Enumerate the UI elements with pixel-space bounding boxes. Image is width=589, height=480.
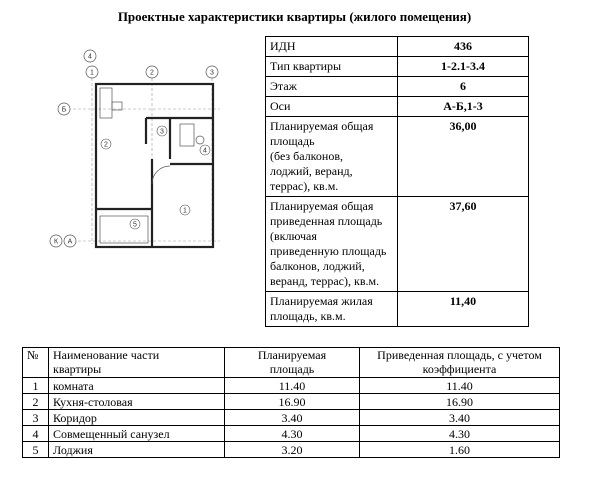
spec-label: Планируемая общая площадь (без балконов, лоджий, веранд, террас), кв.м.	[266, 117, 398, 197]
spec-row	[266, 97, 529, 117]
axis-label: Б	[61, 106, 67, 114]
spec-label: Этаж	[266, 77, 398, 97]
spec-row	[266, 77, 529, 97]
rooms-header	[23, 348, 560, 378]
spec-value: 37,60	[398, 197, 529, 292]
cell-area: 3.20	[225, 442, 360, 458]
spec-row	[266, 197, 529, 292]
cell-name: Лоджия	[49, 442, 225, 458]
spec-row	[266, 117, 529, 197]
axis-label: А	[67, 238, 73, 246]
spec-label: ИДН	[266, 37, 398, 57]
spec-label: Тип квартиры	[266, 57, 398, 77]
cell-num: 3	[23, 410, 49, 426]
cell-area: 4.30	[225, 426, 360, 442]
cell-reduced: 3.40	[360, 410, 560, 426]
cell-reduced: 16.90	[360, 394, 560, 410]
axis-label: 2	[150, 69, 154, 77]
room-number: 4	[203, 147, 207, 155]
table-row	[23, 426, 560, 442]
room-number: 5	[133, 221, 137, 229]
header-area: Планируемая площадь	[225, 348, 360, 378]
cell-area: 11.40	[225, 378, 360, 394]
spec-label: Планируемая общая приведенная площадь (включая приведенную площадь балконов, лоджий, веранд, террас), кв.м.	[266, 197, 398, 292]
cell-name: Коридор	[49, 410, 225, 426]
floor-plan	[40, 44, 260, 259]
table-row	[23, 410, 560, 426]
room-number: 1	[183, 207, 187, 215]
cell-name: Совмещенный санузел	[49, 426, 225, 442]
spec-row	[266, 37, 529, 57]
spec-row	[266, 292, 529, 327]
header-reduced: Приведенная площадь, с учетом коэффициента	[360, 348, 560, 378]
spec-value: А-Б,1-3	[398, 97, 529, 117]
spec-label: Оси	[266, 97, 398, 117]
cell-num: 2	[23, 394, 49, 410]
spec-value: 436	[398, 37, 529, 57]
room-number: 2	[104, 141, 108, 149]
cell-name: комната	[49, 378, 225, 394]
cell-num: 1	[23, 378, 49, 394]
axis-label: 4	[88, 53, 92, 61]
rooms-table	[22, 347, 560, 458]
spec-value: 1-2.1-3.4	[398, 57, 529, 77]
spec-value: 36,00	[398, 117, 529, 197]
table-row	[23, 394, 560, 410]
cell-reduced: 4.30	[360, 426, 560, 442]
cell-area: 16.90	[225, 394, 360, 410]
specs-table	[265, 36, 529, 327]
cell-reduced: 11.40	[360, 378, 560, 394]
axis-label: 3	[210, 69, 214, 77]
room-number: 3	[160, 128, 164, 136]
cell-area: 3.40	[225, 410, 360, 426]
axis-label: 1	[90, 69, 94, 77]
table-row	[23, 378, 560, 394]
table-row	[23, 442, 560, 458]
spec-value: 11,40	[398, 292, 529, 327]
axis-label: К	[53, 238, 59, 246]
header-name: Наименование части квартиры	[49, 348, 225, 378]
cell-name: Кухня-столовая	[49, 394, 225, 410]
spec-row	[266, 57, 529, 77]
page-title: Проектные характеристики квартиры (жилого помещения)	[117, 9, 472, 24]
cell-reduced: 1.60	[360, 442, 560, 458]
cell-num: 4	[23, 426, 49, 442]
header-num: №	[23, 348, 49, 378]
spec-value: 6	[398, 77, 529, 97]
spec-label: Планируемая жилая площадь, кв.м.	[266, 292, 398, 327]
cell-num: 5	[23, 442, 49, 458]
